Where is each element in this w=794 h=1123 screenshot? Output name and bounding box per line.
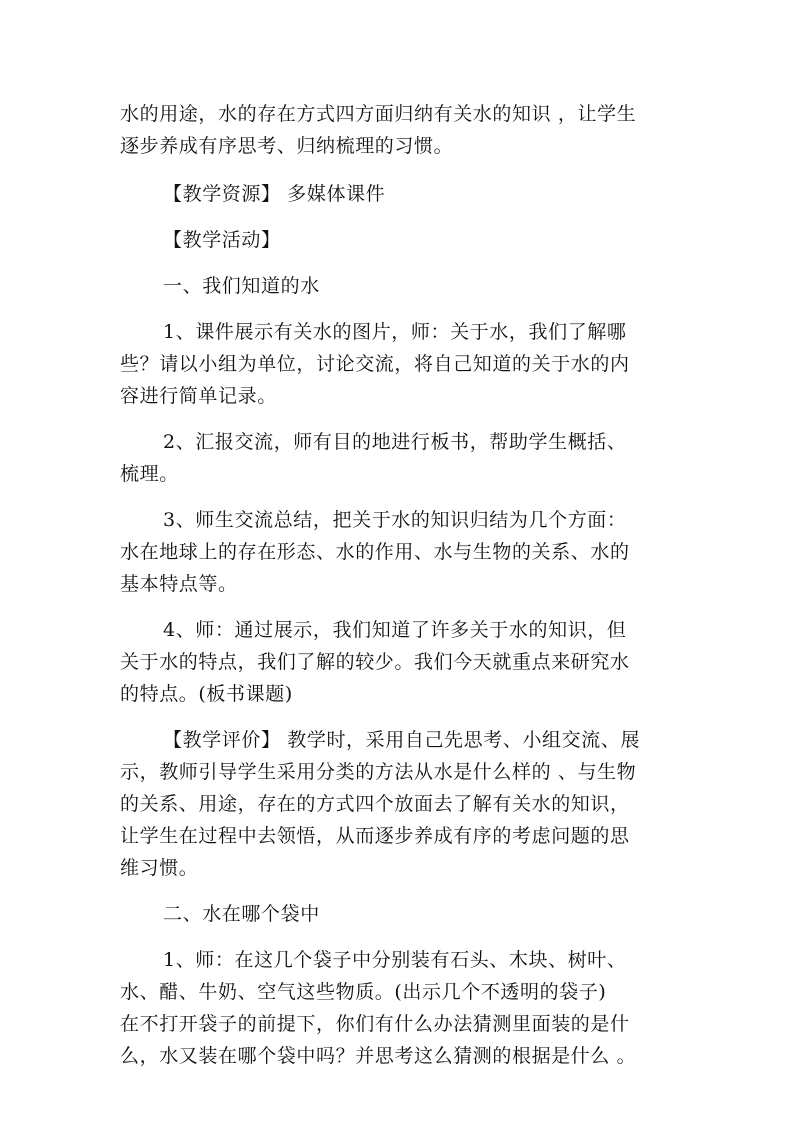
text-line: 水的用途，水的存在方式四方面归纳有关水的知识 ，让学生: [120, 103, 637, 125]
text-line: 4、师：通过展示，我们知道了许多关于水的知识，但: [163, 619, 627, 641]
text-line: 示，教师引导学生采用分类的方法从水是什么样的 、与生物: [120, 761, 637, 783]
text-line: 水、醋、牛奶、空气这些物质。(出示几个不透明的袋子): [120, 981, 607, 1003]
text-line: 【教学评价】 教学时，采用自己先思考、小组交流、展: [163, 729, 641, 751]
item-one-paragraph: [120, 316, 675, 412]
teaching-activities-heading: [120, 224, 675, 256]
text-line: 1、师：在这几个袋子中分别装有石头、木块、树叶、: [163, 949, 627, 971]
document-page: [120, 98, 675, 1072]
text-line: 逐步养成有序思考、归纳梳理的习惯。: [120, 135, 454, 157]
text-line: 些？请以小组为单位，讨论交流，将自己知道的关于水的内: [120, 353, 630, 375]
teaching-evaluation-paragraph: [120, 724, 675, 884]
text-line: 梳理。: [120, 463, 179, 485]
text-line: 在不打开袋子的前提下，你们有什么办法猜测里面装的是什: [120, 1013, 630, 1035]
item-two-paragraph: [120, 426, 675, 490]
text-line: 基本特点等。: [120, 573, 238, 595]
text-line: 维习惯。: [120, 857, 199, 879]
section-two-title: [120, 898, 675, 930]
text-line: 【教学资源】 多媒体课件: [163, 183, 386, 205]
text-line: 2、汇报交流，师有目的地进行板书，帮助学生概括、: [163, 431, 627, 453]
intro-paragraph: [120, 98, 675, 162]
text-line: 么，水又装在哪个袋中吗？并思考这么猜测的根据是什么 。: [120, 1045, 637, 1067]
text-line: 的特点。(板书课题): [120, 683, 293, 705]
item-five-paragraph: [120, 944, 675, 1072]
text-line: 的关系、用途，存在的方式四个放面去了解有关水的知识，: [120, 793, 630, 815]
text-line: 3、师生交流总结，把关于水的知识归结为几个方面：: [163, 509, 627, 531]
item-three-paragraph: [120, 504, 675, 600]
text-line: 让学生在过程中去领悟，从而逐步养成有序的考虑问题的思: [120, 825, 630, 847]
item-four-paragraph: [120, 614, 675, 710]
teaching-resources: [120, 178, 675, 210]
text-line: 水在地球上的存在形态、水的作用、水与生物的关系、水的: [120, 541, 630, 563]
text-line: 【教学活动】: [163, 229, 281, 251]
text-line: 1、课件展示有关水的图片，师：关于水，我们了解哪: [163, 321, 627, 343]
text-line: 容进行简单记录。: [120, 385, 277, 407]
text-line: 关于水的特点，我们了解的较少。我们今天就重点来研究水: [120, 651, 630, 673]
text-line: 二、水在哪个袋中: [163, 903, 320, 925]
section-one-title: [120, 270, 675, 302]
text-line: 一、我们知道的水: [163, 275, 320, 297]
